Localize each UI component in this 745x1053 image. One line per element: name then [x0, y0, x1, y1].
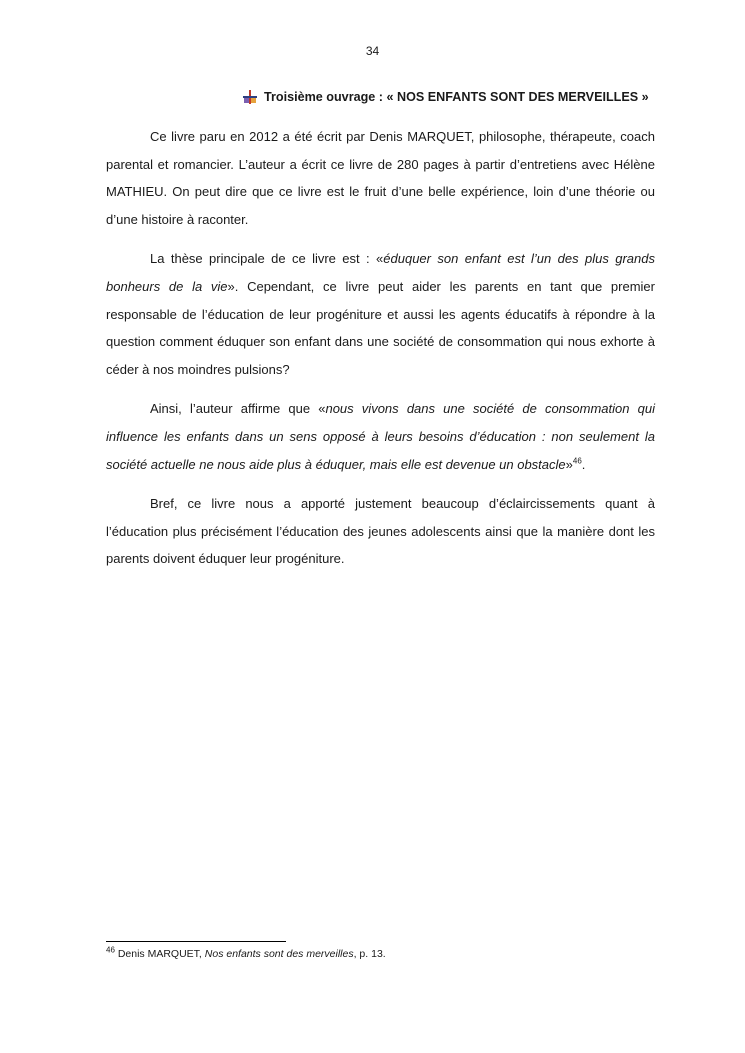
footnote-number: 46 [106, 945, 115, 955]
paragraph-3-quote: nous vivons dans une société de consommation qui influence les enfants dans un sens opposé à leurs besoins d’éducation : non seulement la société actuelle ne nous aide plus à éduquer, mais elle est devenue un obstacle [106, 401, 655, 472]
paragraph-3-end: . [581, 456, 586, 472]
footnote-reference[interactable]: 46 [572, 456, 582, 466]
paragraph-2-intro: La thèse principale de ce livre est : « [150, 251, 384, 267]
footnote-author: Denis MARQUET, [114, 948, 205, 960]
paragraph-3-close: » [565, 456, 573, 472]
footnote-page: , p. 13. [353, 948, 386, 960]
paragraph-3-intro: Ainsi, l’auteur affirme que « [150, 401, 326, 417]
footnote-separator [106, 941, 286, 942]
paragraph-3 [106, 395, 655, 478]
section-heading-text: Troisième ouvrage : « NOS ENFANTS SONT DES MERVEILLES » [264, 90, 649, 104]
footnote-title: Nos enfants sont des merveilles [204, 948, 354, 960]
paragraph-2-quote: éduquer son enfant est l’un des plus grands bonheurs de la vie [106, 251, 655, 294]
page-number: 34 [365, 44, 380, 58]
body-text [106, 123, 655, 585]
paragraph-2-rest: ». Cependant, ce livre peut aider les parents en tant que premier responsable de l’éducation de leur progéniture et aussi les agents éducatifs à répondre à la question comment éduquer son enfant dans une société de consommation qui nous exhorte à céder à nos moindres pulsions? [106, 278, 655, 377]
list-bullet-icon [242, 89, 258, 105]
paragraph-2 [106, 245, 655, 383]
paragraph-4: Bref, ce livre nous a apporté justement beaucoup d’éclaircissements quant à l’éducation plus précisément l’éducation des jeunes adolescents ainsi que la manière dont les parents doivent éduquer leur progéniture. [106, 496, 655, 567]
section-heading [242, 89, 649, 105]
paragraph-1: Ce livre paru en 2012 a été écrit par Denis MARQUET, philosophe, thérapeute, coach parental et romancier. L’auteur a écrit ce livre de 280 pages à partir d’entretiens avec Hélène MATHIEU. On peut dire que ce livre est le fruit d’une belle expérience, loin d’une théorie ou d’une histoire à raconter. [106, 129, 655, 227]
footnote [106, 945, 386, 960]
